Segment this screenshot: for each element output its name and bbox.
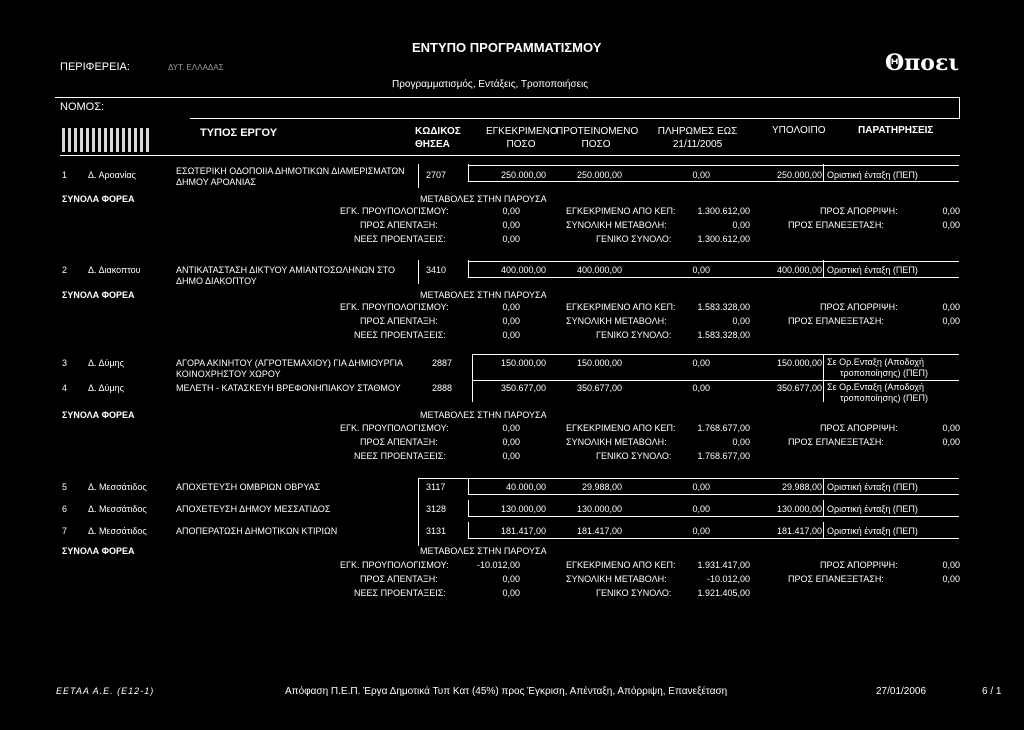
grand-label: ΓΕΝΙΚΟ ΣΥΝΟΛΟ: bbox=[596, 330, 672, 340]
reexam-label: ΠΡΟΣ ΕΠΑΝΕΞΕΤΑΣΗ: bbox=[788, 574, 884, 584]
rejection-label: ΠΡΟΣ ΑΠΟΡΡΙΨΗ: bbox=[820, 560, 898, 570]
entaxi: 0,00 bbox=[502, 574, 520, 584]
row-paid: 0,00 bbox=[692, 358, 710, 368]
row-note: Οριστική ένταξη (ΠΕΠ) bbox=[827, 504, 918, 514]
footer-page: 6 / 1 bbox=[982, 686, 1002, 697]
row-name2: ΚΟΙΝΟΧΡΗΣΤΟΥ ΧΩΡΟΥ bbox=[176, 369, 281, 379]
row-divider bbox=[468, 522, 469, 539]
row-divider bbox=[418, 478, 419, 502]
col-paid: ΠΛΗΡΩΜΕΣ ΕΩΣ 21/11/2005 bbox=[657, 126, 738, 150]
row-proposed: 150.000,00 bbox=[576, 358, 622, 368]
row-divider bbox=[468, 478, 469, 495]
row-proposed: 130.000,00 bbox=[576, 504, 622, 514]
entaxi-label: ΠΡΟΣ ΑΠΕΝΤΑΞΗ: bbox=[360, 220, 438, 230]
row-code: 2707 bbox=[426, 170, 447, 180]
approved-kep: 1.300.612,00 bbox=[697, 206, 750, 216]
row-divider bbox=[468, 260, 469, 278]
row-note: Οριστική ένταξη (ΠΕΠ) bbox=[827, 170, 918, 180]
header-rule-right bbox=[959, 97, 960, 119]
footer-center: Απόφαση Π.Ε.Π. Έργα Δημοτικά Τυπ Κατ (45%) προς Έγκριση, Απένταξη, Απόρριψη, Επανεξέταση bbox=[285, 686, 728, 697]
row-proposed: 29.988,00 bbox=[581, 482, 622, 492]
egk-budget: 0,00 bbox=[502, 302, 520, 312]
row-code: 3117 bbox=[426, 482, 446, 492]
change: 0,00 bbox=[732, 316, 750, 326]
reexam-label: ΠΡΟΣ ΕΠΑΝΕΞΕΤΑΣΗ: bbox=[788, 220, 884, 230]
row-topline bbox=[468, 261, 959, 262]
new-label: ΝΕΕΣ ΠΡΟΕΝΤΑΞΕΙΣ: bbox=[354, 451, 446, 461]
totals-label: ΣΥΝΟΛΑ ΦΟΡΕΑ bbox=[62, 194, 135, 204]
row-code: 3128 bbox=[426, 504, 447, 514]
row-proposed: 400.000,00 bbox=[576, 265, 622, 275]
row-name: ΑΠΟΧΕΤΕΥΣΗ ΟΜΒΡΙΩΝ ΟΒΡΥΑΣ bbox=[176, 482, 321, 492]
row-divider bbox=[823, 354, 824, 380]
col-notes: ΠΑΡΑΤΗΡΗΣΕΙΣ bbox=[858, 125, 934, 136]
form-title: ΕΝΤΥΠΟ ΠΡΟΓΡΑΜΜΑΤΙΣΜΟΥ bbox=[412, 40, 602, 55]
header-bottom-rule bbox=[60, 155, 960, 156]
row-proposed: 350.677,00 bbox=[576, 383, 622, 393]
row-note: Σε Ορ.Ενταξη (Αποδοχή bbox=[827, 382, 924, 392]
row-no: 1 bbox=[62, 170, 68, 180]
row-proposed: 250.000,00 bbox=[576, 170, 622, 180]
row-no: 6 bbox=[62, 504, 68, 514]
row-divider bbox=[468, 500, 469, 517]
row-approved: 150.000,00 bbox=[500, 358, 546, 368]
egk-budget: 0,00 bbox=[502, 423, 520, 433]
entaxi: 0,00 bbox=[502, 437, 520, 447]
row-approved: 130.000,00 bbox=[500, 504, 546, 514]
rejection: 0,00 bbox=[942, 302, 960, 312]
grand: 1.583.328,00 bbox=[697, 330, 750, 340]
row-name: ΜΕΛΕΤΗ - ΚΑΤΑΣΚΕΥΗ ΒΡΕΦΟΝΗΠΙΑΚΟΥ ΣΤΑΘΜΟΥ bbox=[176, 383, 401, 393]
row-org: Δ. Δύμης bbox=[88, 383, 124, 393]
row-no: 2 bbox=[62, 265, 68, 275]
region-value: ΔΥΤ. ΕΛΛΑΔΑΣ bbox=[168, 63, 224, 72]
rejection-label: ΠΡΟΣ ΑΠΟΡΡΙΨΗ: bbox=[820, 423, 898, 433]
egk-budget-label: ΕΓΚ. ΠΡΟΥΠΟΛΟΓΙΣΜΟΥ: bbox=[340, 206, 449, 216]
nomos-label: ΝΟΜΟΣ: bbox=[60, 101, 105, 113]
approved-kep-label: ΕΓΚΕΚΡΙΜΕΝΟ ΑΠΟ ΚΕΠ: bbox=[566, 423, 676, 433]
row-underline bbox=[468, 538, 959, 539]
row-divider-line bbox=[472, 380, 959, 381]
grand: 1.300.612,00 bbox=[697, 234, 750, 244]
row-divider bbox=[472, 380, 473, 402]
change: 0,00 bbox=[732, 220, 750, 230]
row-name: ΑΝΤΙΚΑΤΑΣΤΑΣΗ ΔΙΚΤΥΟΥ ΑΜΙΑΝΤΟΣΩΛΗΝΩΝ ΣΤΟ bbox=[176, 265, 395, 275]
grand-label: ΓΕΝΙΚΟ ΣΥΝΟΛΟ: bbox=[596, 451, 672, 461]
row-divider bbox=[823, 260, 824, 278]
row-divider bbox=[823, 380, 824, 402]
col-approved: ΕΓΚΕΚΡΙΜΕΝΟ ΠΟΣΟ bbox=[486, 126, 558, 150]
footer-date: 27/01/2006 bbox=[876, 686, 927, 697]
row-proposed: 181.417,00 bbox=[576, 526, 622, 536]
rejection-label: ΠΡΟΣ ΑΠΟΡΡΙΨΗ: bbox=[820, 302, 898, 312]
approved-kep-label: ΕΓΚΕΚΡΙΜΕΝΟ ΑΠΟ ΚΕΠ: bbox=[566, 560, 676, 570]
row-paid: 0,00 bbox=[692, 265, 710, 275]
logo: Θποει bbox=[885, 50, 959, 76]
approved-kep: 1.768.677,00 bbox=[697, 423, 750, 433]
nomos-rule bbox=[190, 118, 960, 119]
row-no: 7 bbox=[62, 526, 68, 536]
row-underline bbox=[468, 181, 959, 182]
row-paid: 0,00 bbox=[692, 504, 710, 514]
row-underline bbox=[468, 277, 959, 278]
new: 0,00 bbox=[502, 588, 520, 598]
row-code: 2887 bbox=[432, 358, 453, 368]
row-divider bbox=[418, 260, 419, 284]
changes-present: ΜΕΤΑΒΟΛΕΣ ΣΤΗΝ ΠΑΡΟΥΣΑ bbox=[420, 410, 547, 420]
totals-label: ΣΥΝΟΛΑ ΦΟΡΕΑ bbox=[62, 410, 135, 420]
row-paid: 0,00 bbox=[692, 170, 710, 180]
row-divider bbox=[823, 164, 824, 182]
new: 0,00 bbox=[502, 330, 520, 340]
row-box bbox=[468, 165, 959, 182]
row-no: 5 bbox=[62, 482, 68, 492]
col-proposed: ΠΡΟΤΕΙΝΟΜΕΝΟ ΠΟΣΟ bbox=[556, 126, 639, 150]
row-org: Δ. Μεσσάτιδος bbox=[88, 482, 147, 492]
rejection: 0,00 bbox=[942, 560, 960, 570]
row-divider bbox=[823, 522, 824, 539]
row-note: Σε Ορ.Ενταξη (Αποδοχή bbox=[827, 357, 924, 367]
change-label: ΣΥΝΟΛΙΚΗ ΜΕΤΑΒΟΛΗ: bbox=[566, 220, 667, 230]
row-underline bbox=[468, 494, 959, 495]
new: 0,00 bbox=[502, 451, 520, 461]
row-name: ΑΠΟΠΕΡΑΤΩΣΗ ΔΗΜΟΤΙΚΩΝ ΚΤΙΡΙΩΝ bbox=[176, 526, 338, 536]
row-paid: 0,00 bbox=[692, 482, 710, 492]
row-divider bbox=[472, 354, 473, 380]
row-no: 3 bbox=[62, 358, 68, 368]
row-approved: 350.677,00 bbox=[500, 383, 546, 393]
changes-present: ΜΕΤΑΒΟΛΕΣ ΣΤΗΝ ΠΑΡΟΥΣΑ bbox=[420, 546, 547, 556]
row-note2: τροποποίησης) (ΠΕΠ) bbox=[840, 393, 928, 403]
row-balance: 130.000,00 bbox=[776, 504, 822, 514]
grand-label: ΓΕΝΙΚΟ ΣΥΝΟΛΟ: bbox=[596, 234, 672, 244]
reexam: 0,00 bbox=[942, 220, 960, 230]
change: -10.012,00 bbox=[706, 574, 750, 584]
col-code: ΚΩΔΙΚΟΣ ΘΗΣΕΑ bbox=[415, 126, 461, 150]
entaxi-label: ΠΡΟΣ ΑΠΕΝΤΑΞΗ: bbox=[360, 316, 438, 326]
row-org: Δ. Μεσσάτιδος bbox=[88, 504, 147, 514]
rejection: 0,00 bbox=[942, 206, 960, 216]
totals-label: ΣΥΝΟΛΑ ΦΟΡΕΑ bbox=[62, 546, 135, 556]
approved-kep: 1.583.328,00 bbox=[697, 302, 750, 312]
row-divider bbox=[823, 478, 824, 495]
new: 0,00 bbox=[502, 234, 520, 244]
row-note: Οριστική ένταξη (ΠΕΠ) bbox=[827, 526, 918, 536]
subtitle: Προγραμματισμός, Εντάξεις, Τροποποιήσεις bbox=[392, 79, 589, 90]
row-balance: 350.677,00 bbox=[776, 383, 822, 393]
grand: 1.768.677,00 bbox=[697, 451, 750, 461]
row-underline bbox=[468, 516, 959, 517]
row-divider bbox=[823, 500, 824, 517]
row-code: 3410 bbox=[426, 265, 447, 275]
entaxi-label: ΠΡΟΣ ΑΠΕΝΤΑΞΗ: bbox=[360, 574, 438, 584]
row-approved: 181.417,00 bbox=[500, 526, 546, 536]
row-topline bbox=[472, 354, 959, 355]
grand-label: ΓΕΝΙΚΟ ΣΥΝΟΛΟ: bbox=[596, 588, 672, 598]
row-name2: ΔΗΜΟΥ ΑΡΟΑΝΙΑΣ bbox=[176, 177, 256, 187]
reexam: 0,00 bbox=[942, 316, 960, 326]
entaxi-label: ΠΡΟΣ ΑΠΕΝΤΑΞΗ: bbox=[360, 437, 438, 447]
header-rule bbox=[55, 97, 960, 98]
row-paid: 0,00 bbox=[692, 383, 710, 393]
row-name: ΕΣΩΤΕΡΙΚΗ ΟΔΟΠΟΙΙΑ ΔΗΜΟΤΙΚΩΝ ΔΙΑΜΕΡΙΣΜΑΤΩΝ bbox=[176, 166, 405, 176]
row-balance: 250.000,00 bbox=[776, 170, 822, 180]
scan-artifact bbox=[62, 128, 152, 152]
region-label: ΠΕΡΙΦΕΡΕΙΑ: bbox=[60, 61, 130, 73]
approved-kep-label: ΕΓΚΕΚΡΙΜΕΝΟ ΑΠΟ ΚΕΠ: bbox=[566, 302, 676, 312]
row-org: Δ. Μεσσάτιδος bbox=[88, 526, 147, 536]
reexam: 0,00 bbox=[942, 574, 960, 584]
changes-present: ΜΕΤΑΒΟΛΕΣ ΣΤΗΝ ΠΑΡΟΥΣΑ bbox=[420, 194, 547, 204]
new-label: ΝΕΕΣ ΠΡΟΕΝΤΑΞΕΙΣ: bbox=[354, 588, 446, 598]
row-org: Δ. Δύμης bbox=[88, 358, 124, 368]
row-no: 4 bbox=[62, 383, 68, 393]
col-balance: ΥΠΟΛΟΙΠΟ bbox=[772, 125, 826, 136]
row-code: 3131 bbox=[426, 526, 447, 536]
row-name: ΑΓΟΡΑ ΑΚΙΝΗΤΟΥ (ΑΓΡΟΤΕΜΑΧΙΟΥ) ΓΙΑ ΔΗΜΙΟΥΡΓΙΑ bbox=[176, 358, 404, 368]
row-divider bbox=[418, 500, 419, 524]
row-note2: τροποποίησης) (ΠΕΠ) bbox=[840, 368, 928, 378]
change-label: ΣΥΝΟΛΙΚΗ ΜΕΤΑΒΟΛΗ: bbox=[566, 574, 667, 584]
egk-budget-label: ΕΓΚ. ΠΡΟΥΠΟΛΟΓΙΣΜΟΥ: bbox=[340, 560, 449, 570]
row-divider bbox=[468, 164, 469, 182]
reexam-label: ΠΡΟΣ ΕΠΑΝΕΞΕΤΑΣΗ: bbox=[788, 316, 884, 326]
egk-budget: -10.012,00 bbox=[476, 560, 520, 570]
row-note: Οριστική ένταξη (ΠΕΠ) bbox=[827, 482, 918, 492]
change: 0,00 bbox=[732, 437, 750, 447]
reexam-label: ΠΡΟΣ ΕΠΑΝΕΞΕΤΑΣΗ: bbox=[788, 437, 884, 447]
col-type: ΤΥΠΟΣ ΕΡΓΟΥ bbox=[200, 127, 278, 139]
row-balance: 400.000,00 bbox=[776, 265, 822, 275]
row-code: 2888 bbox=[432, 383, 453, 393]
entaxi: 0,00 bbox=[502, 220, 520, 230]
row-name2: ΔΗΜΟ ΔΙΑΚΟΠΤΟΥ bbox=[176, 276, 257, 286]
egk-budget-label: ΕΓΚ. ΠΡΟΥΠΟΛΟΓΙΣΜΟΥ: bbox=[340, 423, 449, 433]
new-label: ΝΕΕΣ ΠΡΟΕΝΤΑΞΕΙΣ: bbox=[354, 234, 446, 244]
row-divider bbox=[418, 522, 419, 546]
row-approved: 40.000,00 bbox=[505, 482, 546, 492]
row-balance: 181.417,00 bbox=[776, 526, 822, 536]
row-name: ΑΠΟΧΕΤΕΥΣΗ ΔΗΜΟΥ ΜΕΣΣΑΤΙΔΟΣ bbox=[176, 504, 331, 514]
totals-label: ΣΥΝΟΛΑ ΦΟΡΕΑ bbox=[62, 290, 135, 300]
reexam: 0,00 bbox=[942, 437, 960, 447]
approved-kep-label: ΕΓΚΕΚΡΙΜΕΝΟ ΑΠΟ ΚΕΠ: bbox=[566, 206, 676, 216]
egk-budget-label: ΕΓΚ. ΠΡΟΥΠΟΛΟΓΙΣΜΟΥ: bbox=[340, 302, 449, 312]
row-balance: 29.988,00 bbox=[781, 482, 822, 492]
rejection-label: ΠΡΟΣ ΑΠΟΡΡΙΨΗ: bbox=[820, 206, 898, 216]
row-approved: 400.000,00 bbox=[500, 265, 546, 275]
changes-present: ΜΕΤΑΒΟΛΕΣ ΣΤΗΝ ΠΑΡΟΥΣΑ bbox=[420, 290, 547, 300]
row-balance: 150.000,00 bbox=[776, 358, 822, 368]
row-org: Δ. Διακοπτου bbox=[88, 265, 141, 275]
egk-budget: 0,00 bbox=[502, 206, 520, 216]
approved-kep: 1.931.417,00 bbox=[697, 560, 750, 570]
row-paid: 0,00 bbox=[692, 526, 710, 536]
row-note: Οριστική ένταξη (ΠΕΠ) bbox=[827, 265, 918, 275]
row-topline bbox=[418, 478, 959, 479]
row-divider bbox=[418, 164, 419, 188]
change-label: ΣΥΝΟΛΙΚΗ ΜΕΤΑΒΟΛΗ: bbox=[566, 316, 667, 326]
entaxi: 0,00 bbox=[502, 316, 520, 326]
grand: 1.921.405,00 bbox=[697, 588, 750, 598]
row-org: Δ. Αροανίας bbox=[88, 170, 136, 180]
footer-left: ΕΕΤΑΑ Α.Ε. (Ε12-1) bbox=[56, 686, 155, 696]
rejection: 0,00 bbox=[942, 423, 960, 433]
new-label: ΝΕΕΣ ΠΡΟΕΝΤΑΞΕΙΣ: bbox=[354, 330, 446, 340]
change-label: ΣΥΝΟΛΙΚΗ ΜΕΤΑΒΟΛΗ: bbox=[566, 437, 667, 447]
row-approved: 250.000,00 bbox=[500, 170, 546, 180]
